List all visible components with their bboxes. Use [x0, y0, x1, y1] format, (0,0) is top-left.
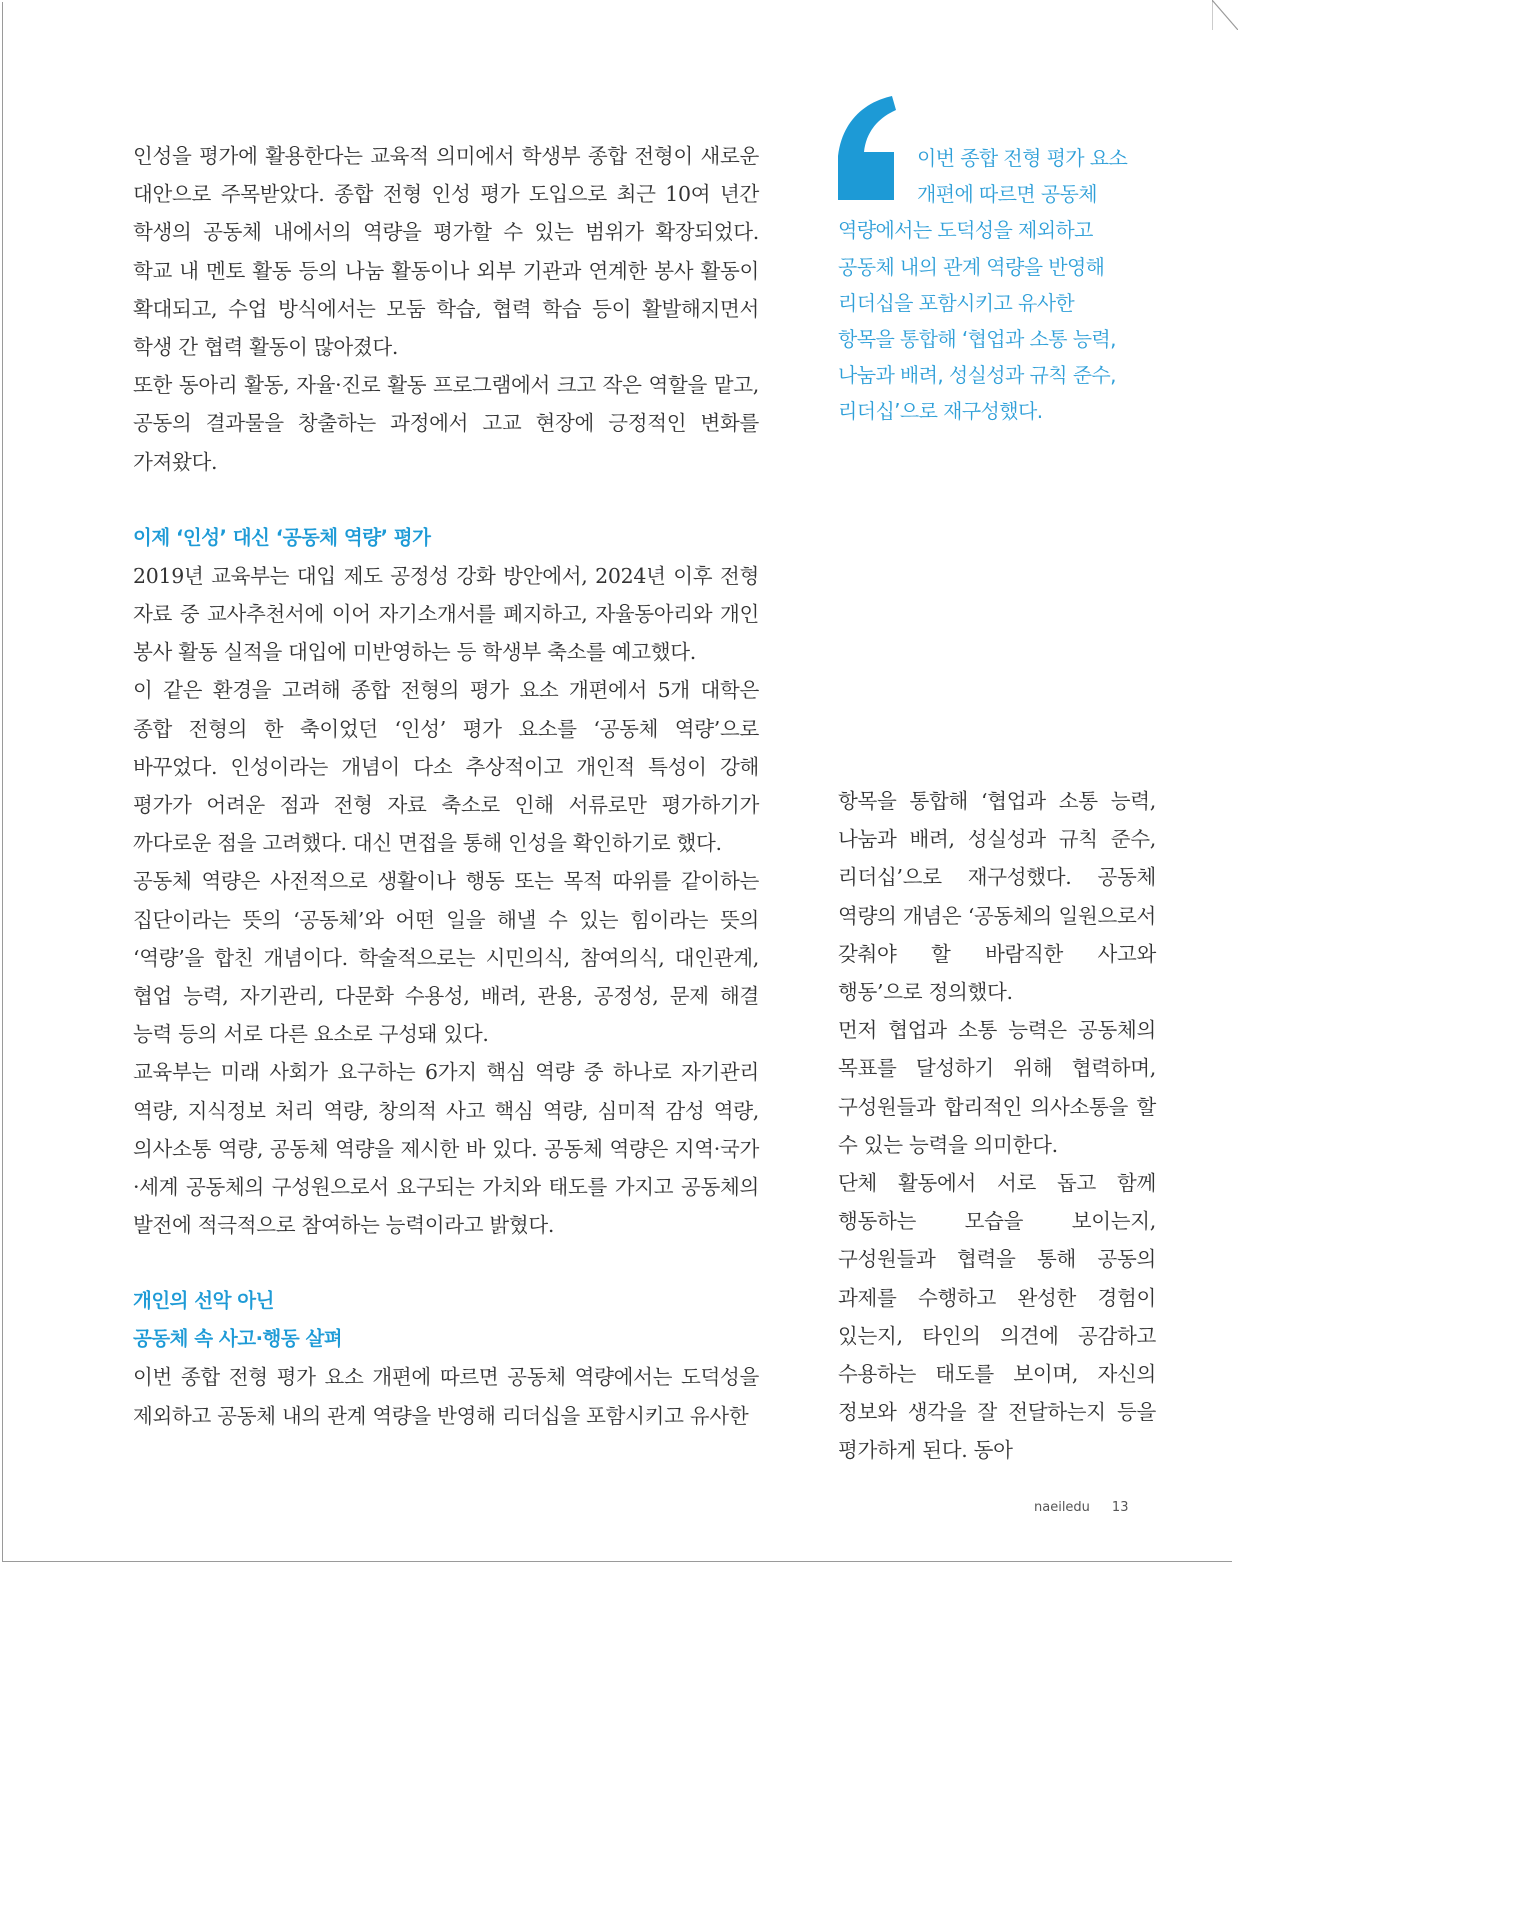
- page-number: 13: [1111, 1500, 1129, 1515]
- right-paragraph-1: 항목을 통합해 ‘협업과 소통 능력, 나눔과 배려, 성실성과 규칙 준수, 리더십’으로 재구성했다. 공동체 역량의 개념은 ‘공동체의 일원으로서 갖춰야 할 바람직한 사고와 행동’으로 정의했다.: [838, 789, 1156, 1005]
- left-column: [133, 137, 759, 1435]
- pull-quote: [838, 140, 1168, 430]
- magazine-name: naeiledu: [1034, 1500, 1090, 1515]
- section1-paragraph-1: 2019년 교육부는 대입 제도 공정성 강화 방안에서, 2024년 이후 전형 자료 중 교사추천서에 이어 자기소개서를 폐지하고, 자율동아리와 개인 봉사 활동 실적을 대입에 미반영하는 등 학생부 축소를 예고했다.: [133, 563, 759, 665]
- section-heading-community-competency: 이제 ‘인성’ 대신 ‘공동체 역량’ 평가: [133, 525, 431, 549]
- section-heading-line1: 개인의 선악 아닌: [133, 1289, 274, 1313]
- pull-quote-line: 역량에서는 도덕성을 제외하고: [838, 218, 1093, 243]
- right-paragraph-2: 먼저 협업과 소통 능력은 공동체의 목표를 달성하기 위해 협력하며, 구성원들과 합리적인 의사소통을 할 수 있는 능력을 의미한다.: [838, 1018, 1156, 1157]
- pull-quote-line: 개편에 따르면 공동체: [917, 182, 1097, 207]
- pull-quote-line: 리더십을 포함시키고 유사한: [838, 290, 1075, 315]
- pull-quote-line: 이번 종합 전형 평가 요소: [917, 146, 1128, 170]
- right-column: [838, 782, 1156, 1470]
- right-paragraph-3: 단체 활동에서 서로 돕고 함께 행동하는 모습을 보이는지, 구성원들과 협력을 통해 공동의 과제를 수행하고 완성한 경험이 있는지, 타인의 의견에 공감하고 수용하는 태도를 보이며, 자신의 정보와 생각을 잘 전달하는지 등을 평가하게 된다. 동아: [838, 1171, 1156, 1463]
- page-footer: [1034, 1500, 1128, 1515]
- page-corner-fold: [1212, 0, 1238, 30]
- pull-quote-line: 나눔과 배려, 성실성과 규칙 준수,: [838, 363, 1116, 388]
- section1-paragraph-3: 공동체 역량은 사전적으로 생활이나 행동 또는 목적 따위를 같이하는 집단이라는 뜻의 ‘공동체’와 어떤 일을 해낼 수 있는 힘이라는 뜻의 ‘역량’을 합친 개념이다. 학술적으로는 시민의식, 참여의식, 대인관계, 협업 능력, 자기관리, 다문화 수용성, 배려, 관용, 공정성, 문제 해결 능력 등의 서로 다른 요소로 구성돼 있다.: [133, 869, 759, 1047]
- section1-paragraph-4: 교육부는 미래 사회가 요구하는 6가지 핵심 역량 중 하나로 자기관리 역량, 지식정보 처리 역량, 창의적 사고 핵심 역량, 심미적 감성 역량, 의사소통 역량, 공동체 역량을 제시한 바 있다. 공동체 역량은 지역·국가·세계 공동체의 구성원으로서 요구되는 가치와 태도를 가지고 공동체의 발전에 적극적으로 참여하는 능력이라고 밝혔다.: [133, 1060, 759, 1238]
- section1-paragraph-2: 이 같은 환경을 고려해 종합 전형의 평가 요소 개편에서 5개 대학은 종합 전형의 한 축이었던 ‘인성’ 평가 요소를 ‘공동체 역량’으로 바꾸었다. 인성이라는 개념이 다소 추상적이고 개인적 특성이 강해 평가가 어려운 점과 전형 자료 축소로 인해 서류로만 평가하기가 까다로운 점을 고려했다. 대신 면접을 통해 인성을 확인하기로 했다.: [133, 678, 759, 856]
- intro-paragraph-1: 인성을 평가에 활용한다는 교육적 의미에서 학생부 종합 전형이 새로운 대안으로 주목받았다. 종합 전형 인성 평가 도입으로 최근 10여 년간 학생의 공동체 내에서의 역량을 평가할 수 있는 범위가 확장되었다. 학교 내 멘토 활동 등의 나눔 활동이나 외부 기관과 연계한 봉사 활동이 확대되고, 수업 방식에서는 모둠 학습, 협력 학습 등이 활발해지면서 학생 간 협력 활동이 많아졌다.: [133, 144, 759, 360]
- pull-quote-line: 리더십’으로 재구성했다.: [838, 399, 1043, 424]
- section-heading-line2: 공동체 속 사고·행동 살펴: [133, 1327, 343, 1351]
- pull-quote-line: 공동체 내의 관계 역량을 반영해: [838, 254, 1105, 279]
- intro-paragraph-2: 또한 동아리 활동, 자율·진로 활동 프로그램에서 크고 작은 역할을 맡고, 공동의 결과물을 창출하는 과정에서 고교 현장에 긍정적인 변화를 가져왔다.: [133, 373, 759, 474]
- pull-quote-line: 항목을 통합해 ‘협업과 소통 능력,: [838, 327, 1116, 352]
- section2-paragraph: 이번 종합 전형 평가 요소 개편에 따르면 공동체 역량에서는 도덕성을 제외하고 공동체 내의 관계 역량을 반영해 리더십을 포함시키고 유사한: [133, 1365, 759, 1428]
